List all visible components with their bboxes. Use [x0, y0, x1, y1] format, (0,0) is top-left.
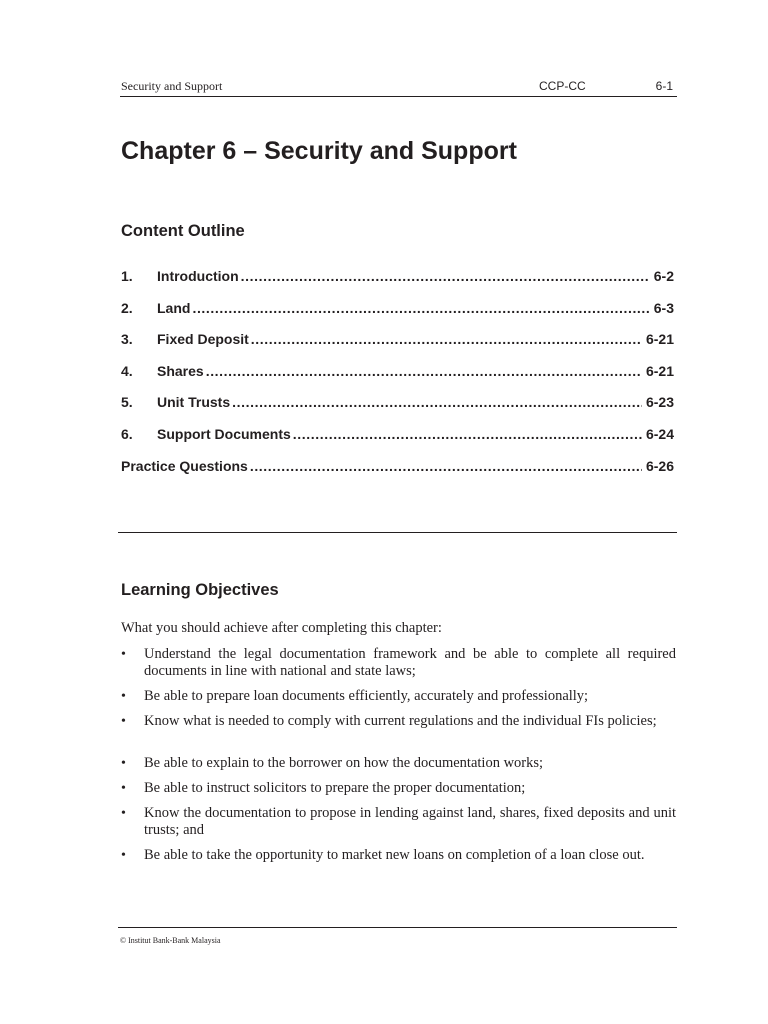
objective-text: Be able to explain to the borrower on how the documentation works; — [144, 755, 544, 771]
header-course-code: CCP-CC — [539, 79, 586, 93]
objective-text: Know the documentation to propose in lending against land, shares, fixed deposits and unit trusts; and — [144, 805, 676, 838]
toc-number: 3. — [121, 331, 133, 347]
content-outline-heading: Content Outline — [121, 222, 245, 240]
toc-entry[interactable] — [121, 331, 674, 349]
section-divider — [118, 532, 677, 533]
bullet-marker: • — [121, 689, 126, 704]
toc-number: 1. — [121, 268, 133, 284]
toc-entry[interactable] — [121, 268, 674, 286]
toc-page: 6-26 — [645, 458, 674, 474]
toc-leader-dots — [250, 458, 642, 474]
toc-label: Fixed Deposit — [157, 331, 249, 347]
header-page-number: 6-1 — [655, 79, 673, 93]
toc-label: Practice Questions — [121, 458, 248, 474]
toc-leader-dots — [192, 300, 649, 316]
bullet-marker: • — [121, 714, 126, 729]
toc-page: 6-3 — [653, 300, 674, 316]
toc-label: Support Documents — [157, 426, 291, 442]
footer-divider — [118, 927, 677, 928]
toc-page: 6-24 — [645, 426, 674, 442]
toc-page: 6-21 — [645, 331, 674, 347]
toc-leader-dots — [251, 331, 642, 347]
toc-number: 5. — [121, 394, 133, 410]
objective-text: Be able to take the opportunity to market new loans on completion of a loan close out. — [144, 847, 645, 863]
bullet-marker: • — [121, 806, 126, 821]
toc-leader-dots — [293, 426, 642, 442]
toc-page: 6-2 — [653, 268, 674, 284]
toc-entry-practice-questions[interactable] — [121, 458, 674, 476]
objective-text: Be able to prepare loan documents efficiently, accurately and professionally; — [144, 688, 589, 704]
bullet-marker: • — [121, 781, 126, 796]
toc-entry[interactable] — [121, 394, 674, 412]
toc-page: 6-21 — [645, 363, 674, 379]
toc-number: 4. — [121, 363, 133, 379]
bullet-marker: • — [121, 848, 126, 863]
toc-label: Land — [157, 300, 191, 316]
toc-entry[interactable] — [121, 300, 674, 318]
footer-copyright: © Institut Bank-Bank Malaysia — [120, 936, 221, 945]
toc-page: 6-23 — [645, 394, 674, 410]
running-header — [120, 78, 677, 97]
header-section-title: Security and Support — [121, 79, 223, 93]
learning-objectives-heading: Learning Objectives — [121, 581, 279, 599]
toc-entry[interactable] — [121, 363, 674, 381]
toc-label: Introduction — [157, 268, 239, 284]
toc-number: 2. — [121, 300, 133, 316]
toc-leader-dots — [232, 394, 642, 410]
toc-label: Unit Trusts — [157, 394, 231, 410]
toc-label: Shares — [157, 363, 204, 379]
objective-text: Know what is needed to comply with current regulations and the individual FIs policies; — [144, 713, 657, 729]
objectives-intro: What you should achieve after completing this chapter: — [121, 620, 442, 636]
objective-text: Be able to instruct solicitors to prepare the proper documentation; — [144, 780, 526, 796]
toc-leader-dots — [241, 268, 650, 284]
chapter-title: Chapter 6 – Security and Support — [121, 137, 517, 165]
toc-entry[interactable] — [121, 426, 674, 444]
bullet-marker: • — [121, 756, 126, 771]
toc-leader-dots — [206, 363, 642, 379]
objective-text: Understand the legal documentation framework and be able to complete all required documents in line with national and state laws; — [144, 646, 676, 679]
toc-number: 6. — [121, 426, 133, 442]
bullet-marker: • — [121, 647, 126, 662]
